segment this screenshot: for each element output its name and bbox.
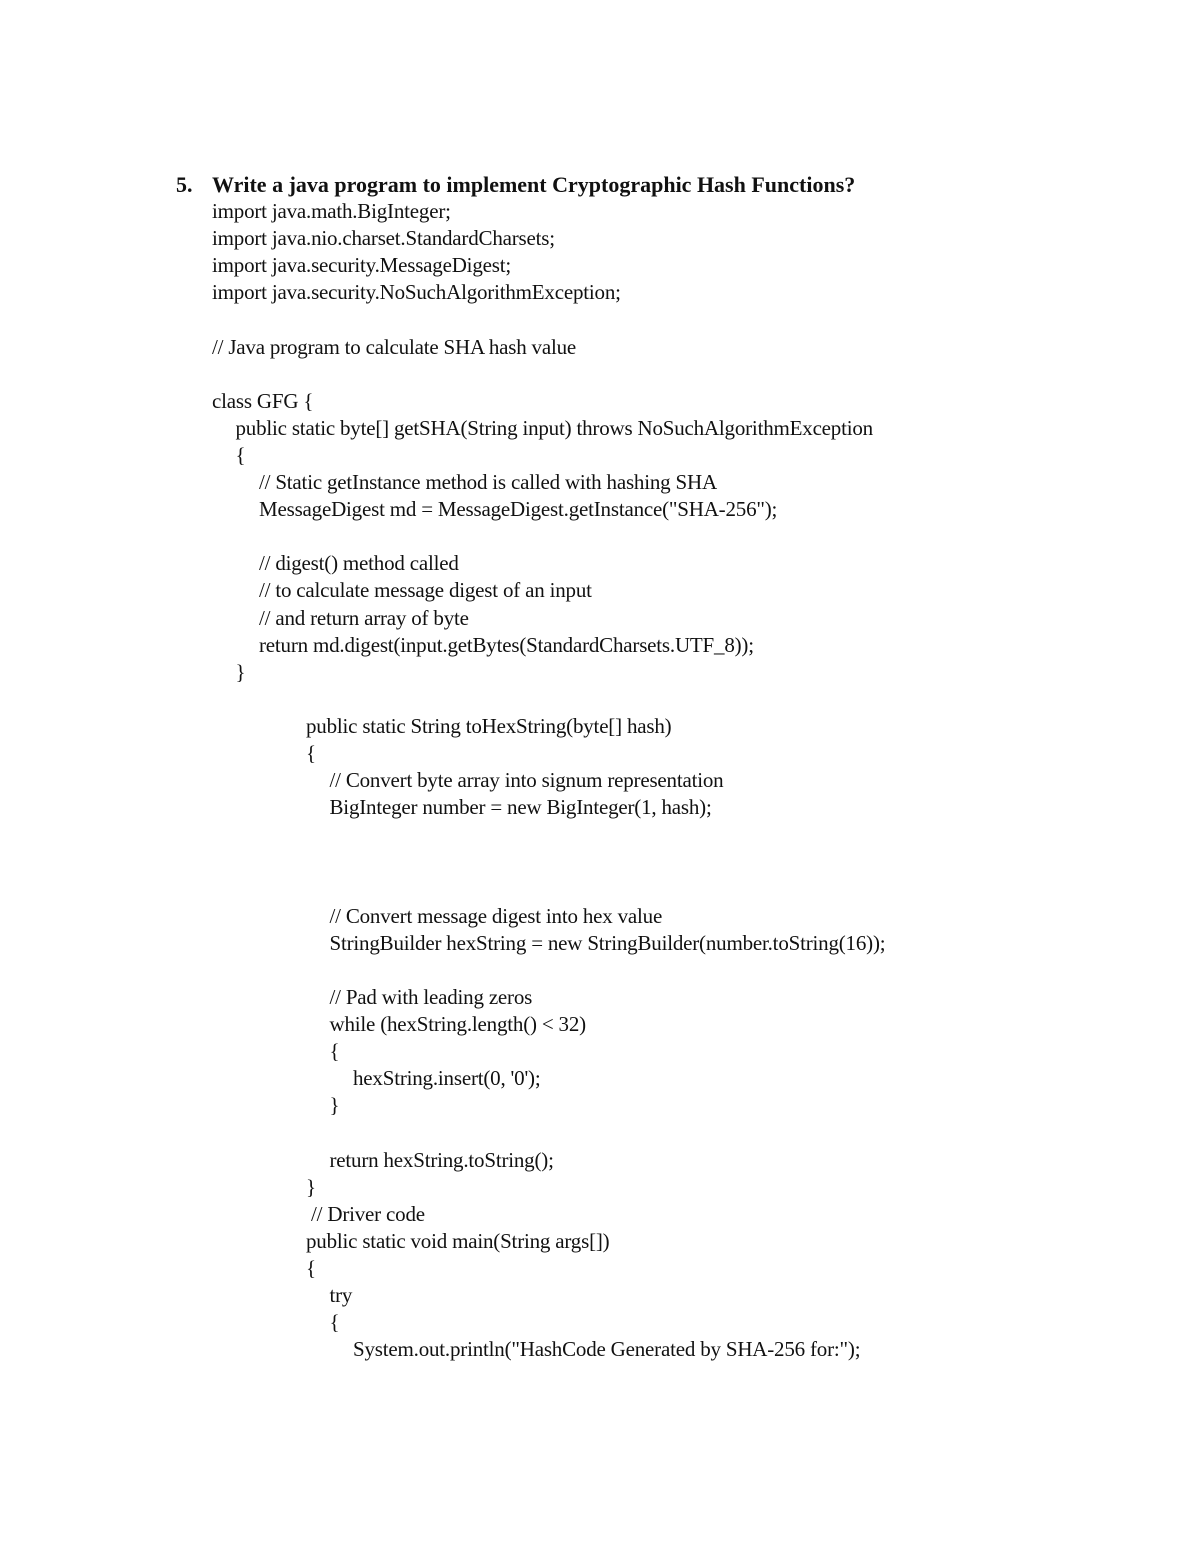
- code-line: // Pad with leading zeros: [329, 984, 533, 1009]
- code-line: // to calculate message digest of an input: [259, 578, 592, 603]
- code-line: BigInteger number = new BigInteger(1, hash);: [329, 795, 712, 820]
- code-line: {: [329, 1310, 340, 1335]
- code-line: class GFG {: [212, 388, 314, 413]
- code-line: }: [235, 659, 246, 684]
- code-line: import java.security.MessageDigest;: [212, 253, 511, 278]
- code-line: // Static getInstance method is called with hashing SHA: [259, 470, 717, 494]
- question-title: Write a java program to implement Cryptographic Hash Functions?: [212, 172, 856, 197]
- code-line: }: [329, 1093, 340, 1118]
- code-line: // Convert byte array into signum representation: [329, 768, 724, 793]
- code-line: while (hexString.length() < 32): [329, 1012, 586, 1036]
- code-line: // and return array of byte: [259, 605, 469, 630]
- code-line: import java.security.NoSuchAlgorithmException;: [212, 280, 621, 305]
- code-line: {: [235, 442, 246, 467]
- question-number: 5.: [176, 172, 193, 197]
- code-line: return hexString.toString();: [329, 1147, 554, 1172]
- code-line: }: [306, 1174, 316, 1199]
- code-line: // Convert message digest into hex value: [329, 903, 663, 928]
- code-line: {: [306, 741, 316, 765]
- code-line: return md.digest(input.getBytes(StandardCharsets.UTF_8));: [259, 632, 754, 657]
- code-line: {: [306, 1255, 316, 1280]
- code-line: try: [329, 1283, 353, 1307]
- code-line: public static void main(String args[]): [306, 1228, 610, 1253]
- code-line: StringBuilder hexString = new StringBuilder(number.toString(16));: [329, 930, 886, 955]
- code-line: // Driver code: [306, 1201, 425, 1226]
- code-line: // digest() method called: [259, 551, 459, 576]
- code-line: {: [329, 1039, 340, 1064]
- code-line: hexString.insert(0, '0');: [353, 1066, 541, 1091]
- code-line: MessageDigest md = MessageDigest.getInstance("SHA-256");: [259, 497, 778, 522]
- code-line: import java.nio.charset.StandardCharsets;: [212, 226, 555, 251]
- code-line: System.out.println("HashCode Generated by SHA-256 for:");: [353, 1337, 861, 1362]
- code-line: import java.math.BigInteger;: [212, 199, 451, 223]
- code-line: public static byte[] getSHA(String input) throws NoSuchAlgorithmException: [235, 415, 873, 440]
- code-line: public static String toHexString(byte[] hash): [306, 713, 672, 738]
- code-line: // Java program to calculate SHA hash value: [212, 334, 577, 359]
